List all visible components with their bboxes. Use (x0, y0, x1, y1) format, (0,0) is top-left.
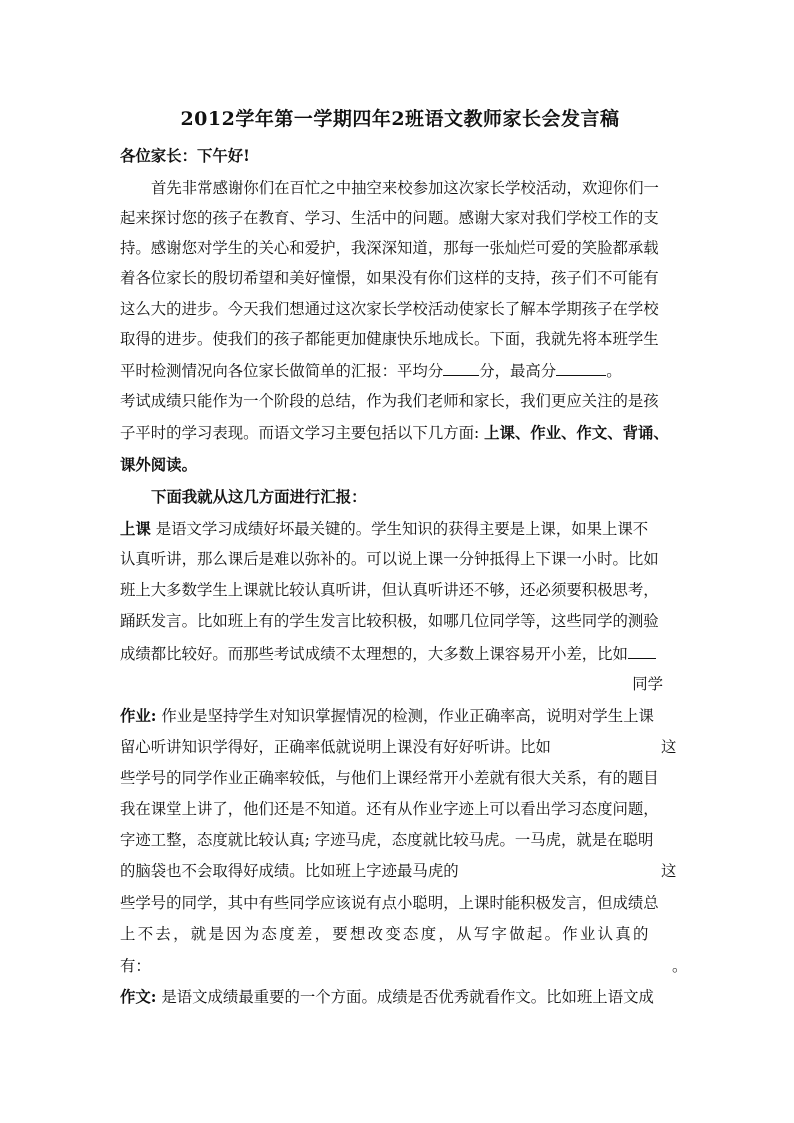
class-line-2: 认真听讲，那么课后是难以弥补的。可以说上课一分钟抵得上下课一小时。比如 (120, 550, 659, 568)
homework-line-1-text: 作业是坚持学生对知识掌握情况的检测，作业正确率高，说明对学生上课 (156, 707, 654, 725)
intro-line-6: 取得的进步。使我们的孩子都能更加健康快乐地成长。下面，我就先将本班学生 (120, 330, 659, 348)
intro-line-3: 持。感谢您对学生的关心和爱护，我深深知道，那每一张灿烂可爱的笑脸都承载 (120, 239, 659, 257)
intro-line-7-a: 平时检测情况向各位家长做简单的汇报：平均分 (120, 362, 444, 380)
homework-line-4: 我在课堂上讲了，他们还是不知道。还有从作业字迹上可以看出学习态度问题， (120, 800, 659, 818)
homework-line-6-a: 的脑袋也不会取得好成绩。比如班上字迹最马虎的 (120, 862, 459, 880)
intro-line-4: 着各位家长的殷切希望和美好憧憬，如果没有你们这样的支持，孩子们不可能有 (120, 269, 659, 287)
exam-line-2-a: 子平时的学习表现。而语文学习主要包括以下几方面: (120, 424, 485, 442)
class-name-blank (628, 643, 656, 659)
exam-line-3: 课外阅读。 (120, 456, 197, 474)
report-intro: 下面我就从这几方面进行汇报： (151, 488, 367, 506)
class-line-6: 同学 (632, 675, 663, 693)
class-line-5-text: 成绩都比较好。而那些考试成绩不太理想的，大多数上课容易开小差，比如 (120, 645, 628, 663)
intro-line-1: 首先非常感谢你们在百忙之中抽空来校参加这次家长学校活动，欢迎你们一 (151, 179, 659, 197)
homework-line-2-b: 这 (661, 738, 677, 756)
intro-line-7-c: 。 (606, 362, 622, 380)
homework-line-9 (120, 956, 688, 976)
average-score-blank (443, 360, 479, 376)
composition-line-1-text: 是语文成绩最重要的一个方面。成绩是否优秀就看作文。比如班上语文成 (156, 988, 654, 1006)
intro-line-7 (120, 360, 676, 381)
homework-line-5: 字迹工整，态度就比较认真; 字迹马虎，态度就比较马虎。一马虎，就是在聪明 (120, 831, 654, 849)
exam-line-2-b: 上课、作业、作文、背诵、 (484, 424, 669, 442)
class-line-3: 班上大多数学生上课就比较认真听讲，但认真听讲还不够，还必须要积极思考， (120, 581, 659, 599)
homework-line-6 (120, 861, 676, 881)
homework-line-2 (120, 737, 676, 757)
class-line-1-text: 是语文学习成绩好坏最关键的。学生知识的获得主要是上课，如果上课不 (150, 520, 649, 538)
greeting: 各位家长：下午好! (120, 147, 250, 165)
intro-line-5: 这么大的进步。今天我们想通过这次家长学校活动使家长了解本学期孩子在学校 (120, 300, 659, 318)
class-label: 上课 (120, 520, 151, 538)
homework-line-9-b: 。 (672, 957, 688, 975)
homework-line-2-a: 留心听讲知识学得好，正确率低就说明上课没有好好听讲。比如 (120, 738, 551, 756)
exam-line-1: 考试成绩只能作为一个阶段的总结，作为我们老师和家长，我们更应关注的是孩 (120, 392, 659, 410)
page-title: 2012学年第一学期四年2班语文教师家长会发言稿 (180, 108, 620, 130)
composition-label: 作文: (120, 988, 157, 1006)
class-line-5 (120, 643, 676, 664)
class-line-4: 踊跃发言。比如班上有的学生发言比较积极，如哪几位同学等，这些同学的测验 (120, 612, 659, 630)
class-line-1 (120, 519, 676, 539)
homework-line-3: 些学号的同学作业正确率较低，与他们上课经常开小差就有很大关系，有的题目 (120, 769, 659, 787)
highest-score-blank (556, 360, 606, 376)
homework-line-9-a: 有： (120, 957, 151, 975)
exam-line-2 (120, 423, 676, 443)
homework-label: 作业: (120, 707, 157, 725)
intro-line-7-b: 分，最高分 (479, 362, 557, 380)
homework-line-7: 些学号的同学，其中有些同学应该说有点小聪明，上课时能积极发言，但成绩总 (120, 894, 659, 912)
homework-line-8: 上不去，就是因为态度差，要想改变态度，从写字做起。作业认真的 (120, 925, 651, 943)
homework-line-1 (120, 706, 676, 726)
intro-line-2: 起来探讨您的孩子在教育、学习、生活中的问题。感谢大家对我们学校工作的支 (120, 209, 659, 227)
composition-line-1 (120, 987, 676, 1007)
homework-line-6-b: 这 (661, 862, 677, 880)
